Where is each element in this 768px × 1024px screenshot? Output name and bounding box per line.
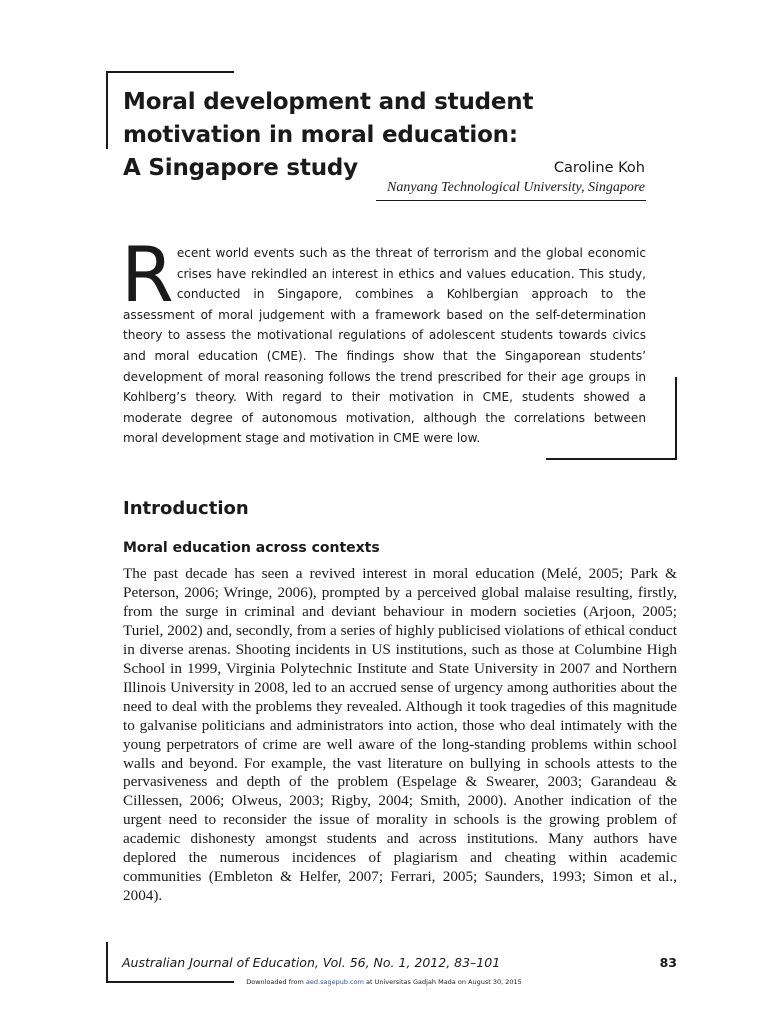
abstract-text: ecent world events such as the threat of terrorism and the global economic crises have rekindled an interest in ethics and values education. This study, conducted in Singapore, combines a Kohlbergian approach to the assessment of moral judgement with a framework based on the self-determination theory to assess the motivational regulations of adolescent students towards civics and moral education (CME). The findings show that the Singaporean students’ development of moral reasoning follows the trend prescribed for their age groups in Kohlberg’s theory. With regard to their motivation in CME, students showed a moderate degree of autonomous motivation, although the correlations between moral development stage and motivation in CME were low. (123, 246, 646, 446)
page-number: 83 (659, 955, 677, 970)
abstract (121, 230, 646, 449)
article-title-line-3: A Singapore study (123, 155, 358, 181)
footer-corner-rule-left (106, 942, 108, 982)
subsection-heading: Moral education across contexts (123, 540, 380, 556)
author-affiliation: Nanyang Technological University, Singapore (387, 180, 645, 195)
download-prefix: Downloaded from (246, 978, 306, 986)
article-title-line-1: Moral development and student (123, 89, 534, 115)
abstract-corner-rule-bottom (546, 458, 677, 460)
section-heading: Introduction (123, 498, 249, 519)
affiliation-underline (376, 200, 646, 201)
abstract-corner-rule-right (675, 377, 677, 459)
download-link[interactable]: aed.sagepub.com (305, 978, 364, 986)
author-name: Caroline Koh (553, 160, 645, 176)
download-suffix: at Universitas Gadjah Mada on August 30, 2015 (363, 978, 522, 986)
download-notice (0, 978, 768, 986)
body-paragraph: The past decade has seen a revived interest in moral education (Melé, 2005; Park & Peterson, 2006; Wringe, 2006), prompted by a perceived global malaise resulting, firstly, from the surge in criminal and deviant behaviour in modern societies (Arjoon, 2005; Turiel, 2002) and, secondly, from a series of highly publicised violations of ethical conduct in diverse arenas. Shooting incidents in US institutions, such as those at Columbine High School in 1999, Virginia Polytechnic Institute and State University in 2007 and Northern Illinois University in 2008, led to an accrued sense of urgency among authorities about the need to deal with the problems they revealed. Although it took tragedies of this magnitude to galvanise politicians and administrators into action, those who deal intimately with the young perpetrators of crime are well aware of the long-standing problems within school walls and beyond. For example, the vast literature on bullying in schools attests to the pervasiveness and depth of the problem (Espelage & Swearer, 2003; Garandeau & Cillessen, 2006; Olweus, 2003; Rigby, 2004; Smith, 2000). Another indication of the urgent need to reconsider the issue of morality in schools is the growing problem of academic dishonesty amongst students and across institutions. Many authors have deplored the numerous incidences of plagiarism and cheating within academic communities (Embleton & Helfer, 2007; Ferrari, 2005; Saunders, 1993; Simon et al., 2004). (123, 565, 677, 905)
journal-citation: Australian Journal of Education, Vol. 56, No. 1, 2012, 83–101 (122, 955, 501, 970)
abstract-drop-cap: R (121, 230, 174, 319)
title-corner-rule-top (106, 71, 234, 73)
article-title-line-2: motivation in moral education: (123, 122, 518, 148)
title-corner-rule-left (106, 71, 108, 149)
